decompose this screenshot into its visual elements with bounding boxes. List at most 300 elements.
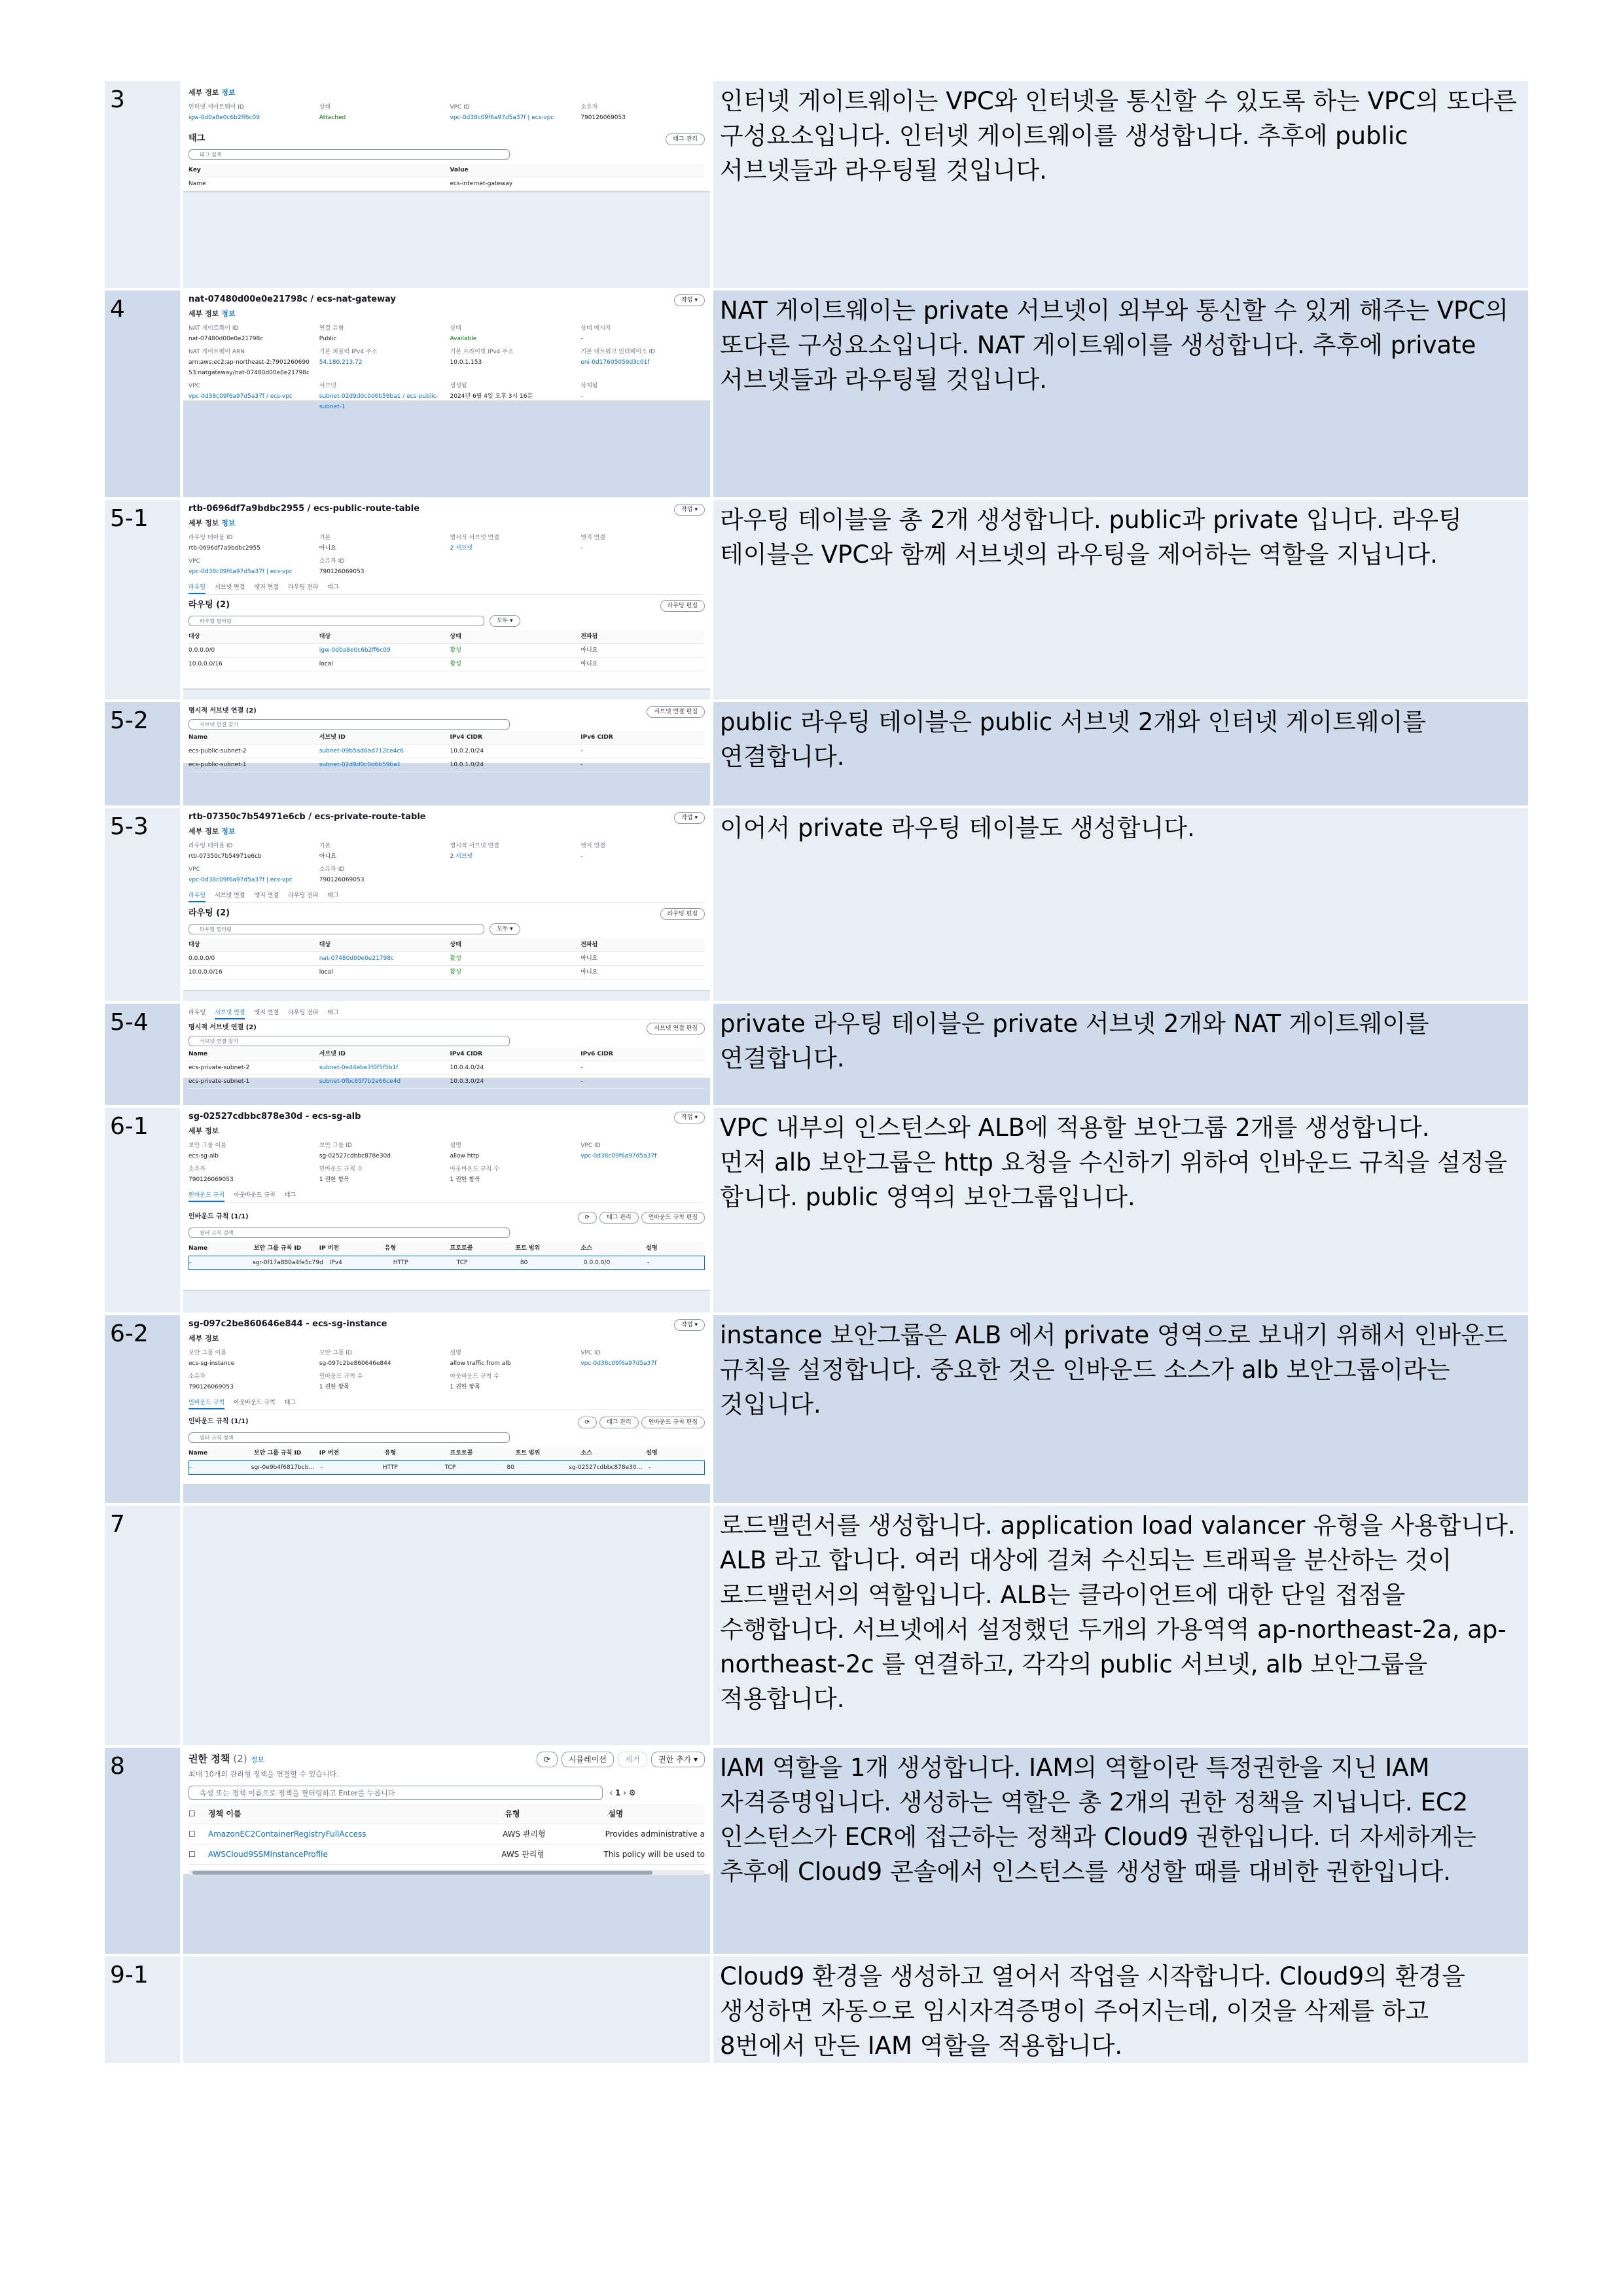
policies-subtitle: 최대 10개의 관리형 정책을 연결할 수 있습니다. bbox=[188, 1770, 339, 1778]
col-header: Name bbox=[188, 1450, 208, 1457]
sg-alb-screenshot bbox=[183, 1108, 710, 1291]
label: 소유자 bbox=[188, 1166, 206, 1173]
value: igw-0d0a8e0c6b2ff6c09 bbox=[188, 115, 260, 121]
label: 연결 유형 bbox=[319, 325, 344, 332]
tab-subnet-associations[interactable]: 서브넷 연결 bbox=[215, 584, 245, 591]
value: Public bbox=[319, 336, 337, 342]
cell: TCP bbox=[444, 1464, 456, 1471]
tab-tags[interactable]: 태그 bbox=[284, 1400, 296, 1406]
col-header: 전파됨 bbox=[580, 633, 598, 640]
tab-tags[interactable]: 태그 bbox=[327, 892, 339, 899]
cell: 10.0.4.0/24 bbox=[450, 1065, 484, 1071]
col-header: 서브넷 ID bbox=[319, 1051, 346, 1057]
refresh-button[interactable]: ⟳ bbox=[578, 1212, 597, 1224]
edit-routes-button[interactable]: 라우팅 편집 bbox=[660, 908, 705, 920]
cell: HTTP bbox=[382, 1464, 398, 1471]
actions-button[interactable]: 작업 ▾ bbox=[674, 504, 705, 516]
tab-edge-associations[interactable]: 엣지 연결 bbox=[254, 1010, 279, 1016]
label: 보안 그룹 이름 bbox=[188, 1350, 226, 1356]
cell: subnet-02d9d0c0d6b59ba1 bbox=[319, 762, 401, 768]
tab-tags[interactable]: 태그 bbox=[327, 1010, 339, 1016]
col-header: 정책 이름 bbox=[208, 1809, 241, 1818]
policy-name[interactable]: AWSCloud9SSMInstanceProfile bbox=[208, 1850, 328, 1859]
tab-route-propagation[interactable]: 라우팅 전파 bbox=[288, 1010, 319, 1016]
tab-route-propagation[interactable]: 라우팅 전파 bbox=[288, 892, 319, 899]
col-header: 유형 bbox=[384, 1450, 397, 1457]
label: 서브넷 bbox=[319, 383, 336, 389]
cell: 활성 bbox=[450, 661, 461, 667]
search-input[interactable]: 태그 검색 bbox=[188, 149, 510, 160]
col-header: 전파됨 bbox=[580, 942, 598, 948]
policies-title: 권한 정책 bbox=[188, 1753, 230, 1765]
step-description: IAM 역할을 1개 생성합니다. IAM의 역할이란 특정권한을 지닌 IAM 자격증명입니다. 생성하는 역할은 총 2개의 권한 정책을 지닙니다. EC2 인스턴스가 ECR에 접근하는 정책과 Cloud9 권한입니다. 더 자세하게는 추후에 Cloud9 콘솔에서 인스턴스를 생성할 때를 대비한 권한입니다. bbox=[713, 1748, 1528, 1954]
cell: - bbox=[647, 1260, 650, 1266]
sc-title: 세부 정보 bbox=[188, 88, 219, 97]
value: 790126069053 bbox=[188, 1176, 234, 1183]
cell: 활성 bbox=[450, 647, 461, 654]
screenshot-cell bbox=[183, 1315, 710, 1503]
cell: 활성 bbox=[450, 955, 461, 962]
table-row bbox=[105, 1004, 1528, 1105]
label: 상태 bbox=[319, 104, 331, 111]
value: ecs-sg-instance bbox=[188, 1360, 235, 1367]
col-header: 대상 bbox=[319, 942, 331, 948]
value: 790126069053 bbox=[319, 569, 365, 575]
value: 54.180.213.72 bbox=[319, 359, 363, 366]
col-header: 유형 bbox=[505, 1809, 520, 1818]
horizontal-scrollbar[interactable] bbox=[188, 1870, 705, 1875]
label: 설명 bbox=[450, 1142, 461, 1149]
table-row bbox=[105, 1748, 1528, 1954]
filter-select[interactable]: 모두 ▾ bbox=[490, 615, 520, 627]
cell: ecs-internet-gateway bbox=[450, 181, 513, 187]
cell: AWS 관리형 bbox=[502, 1829, 546, 1839]
sc-title: 세부 정보 bbox=[188, 827, 219, 836]
cell: local bbox=[319, 661, 333, 667]
cell: 아니요 bbox=[580, 955, 598, 962]
value: ecs-sg-alb bbox=[188, 1153, 219, 1159]
value: 1 권한 항목 bbox=[319, 1384, 349, 1390]
col-header: 프로토콜 bbox=[450, 1450, 473, 1457]
label: 생성됨 bbox=[450, 383, 467, 389]
tab-inbound-rules[interactable]: 인바운드 규칙 bbox=[188, 1190, 224, 1202]
sc-title: 세부 정보 bbox=[188, 1334, 219, 1343]
value: eni-0d17605059d3c01f bbox=[580, 359, 650, 366]
cell: AWS 관리형 bbox=[501, 1850, 544, 1859]
manage-tags-button[interactable]: 태그 관리 bbox=[599, 1417, 639, 1428]
col-header: 대상 bbox=[319, 633, 331, 640]
step-number: 9-1 bbox=[105, 1956, 180, 2063]
info-link[interactable]: 정보 bbox=[221, 88, 236, 97]
status-value: Available bbox=[450, 336, 477, 342]
value: 790126069053 bbox=[188, 1384, 234, 1390]
cell: - bbox=[580, 1078, 583, 1085]
table-row bbox=[105, 1315, 1528, 1503]
sc-title: 세부 정보 bbox=[188, 519, 219, 527]
filter-select[interactable]: 모두 ▾ bbox=[490, 923, 520, 935]
label: 보안 그룹 ID bbox=[319, 1142, 352, 1149]
col-header: 대상 bbox=[188, 633, 200, 640]
value: allow http bbox=[450, 1153, 480, 1159]
actions-button[interactable]: 작업 ▾ bbox=[674, 1112, 705, 1123]
col-header: 보안 그룹 규칙 ID bbox=[253, 1450, 302, 1457]
cell: 10.0.1.0/24 bbox=[450, 762, 484, 768]
tab-edge-associations[interactable]: 엣지 연결 bbox=[254, 584, 279, 591]
step-description: 인터넷 게이트웨이는 VPC와 인터넷을 통신할 수 있도록 하는 VPC의 또다른 구성요소입니다. 인터넷 게이트웨이를 생성합니다. 추후에 public 서브넷들과 라우팅될 것입니다. bbox=[713, 81, 1528, 288]
col-header: 유형 bbox=[384, 1245, 397, 1252]
col-header: 소스 bbox=[580, 1450, 592, 1457]
value: 1 권한 항목 bbox=[450, 1384, 480, 1390]
col-header: 포트 범위 bbox=[515, 1450, 541, 1457]
row-checkbox[interactable]: ☐ bbox=[188, 1829, 196, 1839]
cell: TCP bbox=[456, 1260, 468, 1266]
resource-heading: nat-07480d00e0e21798c / ecs-nat-gateway bbox=[188, 294, 396, 304]
cell: - bbox=[580, 1065, 583, 1071]
cell: subnet-0e44ebe7f0f5f5b1f bbox=[319, 1065, 399, 1071]
tab-subnet-associations[interactable]: 서브넷 연결 bbox=[215, 892, 245, 899]
label: 명시적 서브넷 연결 bbox=[450, 843, 499, 849]
screenshot-cell-empty bbox=[183, 1956, 710, 2063]
step-number: 8 bbox=[105, 1748, 180, 1954]
tab-tags[interactable]: 태그 bbox=[284, 1192, 296, 1199]
step-description: 라우팅 테이블을 총 2개 생성합니다. public과 private 입니다. 라우팅 테이블은 VPC와 함께 서브넷의 라우팅을 제어하는 역할을 지닙니다. bbox=[713, 500, 1528, 699]
cell: ecs-public-subnet-2 bbox=[188, 748, 247, 754]
tab-tags[interactable]: 태그 bbox=[327, 584, 339, 591]
value: vpc-0d38c09f6a97d5a37f | ecs-vpc bbox=[188, 569, 293, 575]
label: 상태 bbox=[450, 325, 461, 332]
value: - bbox=[580, 393, 583, 400]
value: vpc-0d38c09f6a97d5a37f | ecs-vpc bbox=[188, 877, 293, 883]
cell: - bbox=[580, 748, 583, 754]
sc-title: 세부 정보 bbox=[188, 1127, 219, 1135]
col-header: IPv6 CIDR bbox=[580, 734, 613, 741]
search-input[interactable]: 필터 규칙 검색 bbox=[188, 1227, 510, 1238]
value: 아니요 bbox=[319, 853, 336, 860]
select-all-checkbox[interactable]: ☐ bbox=[188, 1809, 196, 1818]
cell: 10.0.3.0/24 bbox=[450, 1078, 484, 1085]
value: 10.0.1.153 bbox=[450, 359, 482, 366]
screenshot-cell bbox=[183, 1108, 710, 1313]
search-input[interactable]: 서브넷 연결 찾기 bbox=[188, 719, 510, 730]
col-header: Key bbox=[188, 167, 201, 173]
col-header: 설명 bbox=[646, 1245, 658, 1252]
table-row bbox=[105, 1108, 1528, 1313]
col-header: 보안 그룹 규칙 ID bbox=[253, 1245, 302, 1252]
label: 기본 퍼블릭 IPv4 주소 bbox=[319, 349, 378, 355]
step-number: 7 bbox=[105, 1506, 180, 1745]
label: 인바운드 규칙 수 bbox=[319, 1373, 363, 1380]
cell: igw-0d0a8e0c6b2ff6c09 bbox=[319, 647, 391, 654]
tab-routes[interactable]: 라우팅 bbox=[188, 891, 205, 902]
col-header: 프로토콜 bbox=[450, 1245, 473, 1252]
label: VPC bbox=[188, 866, 200, 873]
cell: - bbox=[189, 1464, 192, 1471]
routes-title: 라우팅 (2) bbox=[188, 908, 230, 918]
cell: HTTP bbox=[393, 1260, 408, 1266]
cell: 아니요 bbox=[580, 969, 598, 976]
label: 소유자 ID bbox=[319, 558, 345, 565]
document-table bbox=[101, 79, 1531, 2066]
refresh-button[interactable]: ⟳ bbox=[578, 1417, 597, 1428]
step-description: public 라우팅 테이블은 public 서브넷 2개와 인터넷 게이트웨이를 연결합니다. bbox=[713, 702, 1528, 805]
add-permissions-button[interactable]: 권한 추가 ▾ bbox=[651, 1752, 705, 1767]
tab-subnet-associations[interactable]: 서브넷 연결 bbox=[215, 1008, 245, 1019]
value: nat-07480d00e0e21798c bbox=[188, 336, 264, 342]
tags-title: 태그 bbox=[188, 133, 205, 143]
step-description: private 라우팅 테이블은 private 서브넷 2개와 NAT 게이트웨이를 연결합니다. bbox=[713, 1004, 1528, 1105]
label: 기본 bbox=[319, 535, 331, 541]
label: 아웃바운드 규칙 수 bbox=[450, 1166, 499, 1173]
screenshot-cell bbox=[183, 500, 710, 699]
label: VPC ID bbox=[580, 1142, 601, 1149]
col-header: 상태 bbox=[450, 942, 461, 948]
screenshot-cell bbox=[183, 1004, 710, 1105]
edit-inbound-button[interactable]: 인바운드 규칙 편집 bbox=[641, 1212, 705, 1224]
col-header: 대상 bbox=[188, 942, 200, 948]
cell: 아니요 bbox=[580, 647, 598, 654]
label: VPC bbox=[188, 558, 200, 565]
value: 2 서브넷 bbox=[450, 853, 473, 860]
col-header: IPv6 CIDR bbox=[580, 1051, 613, 1057]
step-description: NAT 게이트웨이는 private 서브넷이 외부와 통신할 수 있게 해주는 VPC의 또다른 구성요소입니다. NAT 게이트웨이를 생성합니다. 추후에 private 서브넷들과 라우팅될 것입니다. bbox=[713, 291, 1528, 497]
pagination[interactable]: ‹ 1 › ⚙ bbox=[609, 1788, 636, 1797]
step-number: 3 bbox=[105, 81, 180, 288]
cell: - bbox=[189, 1260, 192, 1266]
cell: 10.0.0.0/16 bbox=[188, 969, 223, 976]
label: 보안 그룹 이름 bbox=[188, 1142, 226, 1149]
cell: IPv4 bbox=[329, 1260, 342, 1266]
step-number: 5-4 bbox=[105, 1004, 180, 1105]
cell: - bbox=[321, 1464, 323, 1471]
route-table-public-screenshot bbox=[183, 500, 710, 690]
label: 기본 프라이빗 IPv4 주소 bbox=[450, 349, 514, 355]
cell: 0.0.0.0/0 bbox=[188, 647, 215, 654]
manage-tags-button[interactable]: 태그 관리 bbox=[666, 133, 705, 145]
label: NAT 게이트웨이 ID bbox=[188, 325, 239, 332]
col-header: 포트 범위 bbox=[515, 1245, 541, 1252]
label: NAT 게이트웨이 ARN bbox=[188, 349, 245, 355]
label: VPC ID bbox=[580, 1350, 601, 1356]
value: 1 권한 항목 bbox=[450, 1176, 480, 1183]
assoc-title: 명시적 서브넷 연결 (2) bbox=[188, 707, 257, 715]
resource-heading: rtb-07350c7b54971e6cb / ecs-private-route-table bbox=[188, 812, 426, 822]
step-number: 5-3 bbox=[105, 808, 180, 1001]
value: 2024년 6월 4일 오후 3시 16분 bbox=[450, 393, 533, 400]
col-header: Name bbox=[188, 734, 208, 741]
sg-instance-screenshot bbox=[183, 1315, 710, 1485]
actions-button[interactable]: 작업 ▾ bbox=[674, 294, 705, 306]
cell: nat-07480d00e0e21798c bbox=[319, 955, 394, 962]
info-link[interactable]: 정보 bbox=[221, 519, 236, 527]
step-number: 6-2 bbox=[105, 1315, 180, 1503]
search-input[interactable]: 라우팅 필터링 bbox=[188, 924, 484, 934]
col-header: IP 버전 bbox=[319, 1450, 340, 1457]
value: subnet-02d9d0c0d6b59ba1 / ecs-public-subnet-1 bbox=[319, 393, 438, 410]
page-number: 1 bbox=[615, 1788, 621, 1797]
label: 명시적 서브넷 연결 bbox=[450, 535, 499, 541]
screenshot-cell-empty bbox=[183, 1506, 710, 1745]
screenshot-cell bbox=[183, 808, 710, 1001]
cell: 아니요 bbox=[580, 661, 598, 667]
col-header: IPv4 CIDR bbox=[450, 734, 483, 741]
refresh-button[interactable]: ⟳ bbox=[537, 1752, 558, 1767]
screenshot-cell bbox=[183, 1748, 710, 1954]
value: arn:aws:ec2:ap-northeast-2:790126069053:natgateway/nat-07480d00e0e21798c bbox=[188, 359, 310, 376]
search-input[interactable]: 라우팅 필터링 bbox=[188, 616, 484, 626]
search-input[interactable]: 속성 또는 정책 이름으로 정책을 필터링하고 Enter를 누릅니다 bbox=[188, 1786, 603, 1800]
screenshot-cell bbox=[183, 81, 710, 288]
value: vpc-0d38c09f6a97d5a37f bbox=[580, 1360, 657, 1367]
value: sg-097c2be860646e844 bbox=[319, 1360, 391, 1367]
rules-title: 인바운드 규칙 (1/1) bbox=[188, 1418, 249, 1425]
tab-route-propagation[interactable]: 라우팅 전파 bbox=[288, 584, 319, 591]
cell: sgr-0f17a880a4fe5c79d bbox=[253, 1260, 323, 1266]
resource-heading: sg-02527cdbbc878e30d - ecs-sg-alb bbox=[188, 1112, 361, 1122]
step-description: 이어서 private 라우팅 테이블도 생성합니다. bbox=[713, 808, 1528, 1001]
resource-heading: rtb-0696df7a9bdbc2955 / ecs-public-route-table bbox=[188, 504, 420, 514]
label: 소유자 bbox=[188, 1373, 206, 1380]
col-header: 설명 bbox=[608, 1809, 624, 1818]
label: 인터넷 게이트웨이 ID bbox=[188, 104, 244, 111]
edit-routes-button[interactable]: 라우팅 편집 bbox=[660, 600, 705, 612]
resource-heading: sg-097c2be860646e844 - ecs-sg-instance bbox=[188, 1319, 387, 1329]
cell: - bbox=[649, 1464, 651, 1471]
tab-outbound-rules[interactable]: 아웃바운드 규칙 bbox=[234, 1192, 276, 1199]
cell: ecs-private-subnet-1 bbox=[188, 1078, 250, 1085]
value: vpc-0d38c09f6a97d5a37f / ecs-vpc bbox=[188, 393, 293, 400]
value: 790126069053 bbox=[580, 115, 626, 121]
cell: sg-02527cdbbc878e30... bbox=[569, 1464, 643, 1471]
cell: Provides administrative a bbox=[605, 1829, 705, 1839]
nat-screenshot bbox=[183, 291, 710, 410]
cell: 80 bbox=[520, 1260, 528, 1266]
tab-routes[interactable]: 라우팅 bbox=[188, 582, 205, 594]
col-header: 설명 bbox=[646, 1450, 658, 1457]
step-description: VPC 내부의 인스턴스와 ALB에 적용할 보안그룹 2개를 생성합니다. 먼저 alb 보안그룹은 http 요청을 수신하기 위하여 인바운드 규칙을 설정을 합니다. public 영역의 보안그룹입니다. bbox=[713, 1108, 1528, 1313]
label: 보안 그룹 ID bbox=[319, 1350, 352, 1356]
cell: subnet-0fbc65f7b2e66ce4d bbox=[319, 1078, 401, 1085]
cell: - bbox=[580, 762, 583, 768]
label: 라우팅 테이블 ID bbox=[188, 535, 233, 541]
value: - bbox=[580, 853, 583, 860]
col-header: 소스 bbox=[580, 1245, 592, 1252]
table-row bbox=[105, 500, 1528, 699]
policy-name[interactable]: AmazonEC2ContainerRegistryFullAccess bbox=[208, 1829, 366, 1839]
search-input[interactable]: 필터 규칙 검색 bbox=[188, 1432, 510, 1443]
row-checkbox[interactable]: ☐ bbox=[188, 1850, 196, 1859]
edit-subnet-assoc-button[interactable]: 서브넷 연결 편집 bbox=[647, 706, 705, 718]
edit-subnet-assoc-button[interactable]: 서브넷 연결 편집 bbox=[647, 1023, 705, 1034]
actions-button[interactable]: 작업 ▾ bbox=[674, 1319, 705, 1331]
col-header: IPv4 CIDR bbox=[450, 1051, 483, 1057]
tab-edge-associations[interactable]: 엣지 연결 bbox=[254, 892, 279, 899]
cell: 10.0.2.0/24 bbox=[450, 748, 484, 754]
table-row bbox=[105, 81, 1528, 288]
cell: local bbox=[319, 969, 333, 976]
label: 기본 bbox=[319, 843, 331, 849]
label: VPC ID bbox=[450, 104, 470, 111]
value: 2 서브넷 bbox=[450, 545, 473, 552]
step-number: 6-1 bbox=[105, 1108, 180, 1313]
label: 엣지 연결 bbox=[580, 535, 605, 541]
value: - bbox=[580, 545, 583, 552]
label: 삭제됨 bbox=[580, 383, 598, 389]
cell: ecs-private-subnet-2 bbox=[188, 1065, 250, 1071]
cell: This policy will be used to bbox=[603, 1850, 705, 1859]
label: 아웃바운드 규칙 수 bbox=[450, 1373, 499, 1380]
col-header: Name bbox=[188, 1051, 208, 1057]
search-input[interactable]: 서브넷 연결 찾기 bbox=[188, 1036, 510, 1046]
label: 기본 네트워크 인터페이스 ID bbox=[580, 349, 656, 355]
label: 설명 bbox=[450, 1350, 461, 1356]
cell: 0.0.0.0/0 bbox=[188, 955, 215, 962]
table-row bbox=[105, 1506, 1528, 1745]
step-description: 로드밸런서를 생성합니다. application load valancer 유형을 사용합니다. ALB 라고 합니다. 여러 대상에 걸쳐 수신되는 트래픽을 분산하는 것이 로드밸런서의 역할입니다. ALB는 클라이언트에 대한 단일 접점을 수행합니다. 서브넷에서 설정했던 두개의 가용역역 ap-northeast-2a, ap-northeast-2c 를 연결하고, 각각의 public 서브넷, alb 보안그룹을 적용합니다. bbox=[713, 1506, 1528, 1745]
step-description: Cloud9 환경을 생성하고 열어서 작업을 시작합니다. Cloud9의 환경을 생성하면 자동으로 임시자격증명이 주어지는데, 이것을 삭제를 하고 8번에서 만든 IAM 역할을 적용합니다. bbox=[713, 1956, 1528, 2063]
label: 소유자 bbox=[580, 104, 598, 111]
step-number: 5-2 bbox=[105, 702, 180, 805]
actions-button[interactable]: 작업 ▾ bbox=[674, 812, 705, 824]
value: - bbox=[580, 336, 583, 342]
sc-title: 세부 정보 bbox=[188, 309, 219, 318]
info-link[interactable]: 정보 bbox=[250, 1756, 265, 1764]
cell: ecs-public-subnet-1 bbox=[188, 762, 247, 768]
edit-inbound-button[interactable]: 인바운드 규칙 편집 bbox=[641, 1417, 705, 1428]
info-link[interactable]: 정보 bbox=[221, 309, 236, 318]
step-number: 4 bbox=[105, 291, 180, 497]
remove-button[interactable]: 제거 bbox=[618, 1752, 647, 1767]
cell: 0.0.0.0/0 bbox=[583, 1260, 611, 1266]
col-header: Name bbox=[188, 1245, 208, 1252]
tab-outbound-rules[interactable]: 아웃바운드 규칙 bbox=[234, 1400, 276, 1406]
col-header: 상태 bbox=[450, 633, 461, 640]
cell: Name bbox=[188, 181, 206, 187]
screenshot-cell bbox=[183, 702, 710, 805]
policies-count: (2) bbox=[233, 1753, 247, 1765]
value: vpc-0d38c09f6a97d5a37f bbox=[580, 1153, 657, 1159]
private-subnet-assoc-screenshot bbox=[183, 1004, 710, 1085]
route-table-private-screenshot bbox=[183, 808, 710, 991]
cell: 활성 bbox=[450, 969, 461, 976]
value: rtb-0696df7a9bdbc2955 bbox=[188, 545, 260, 552]
simulate-button[interactable]: 시뮬레이션 bbox=[562, 1752, 614, 1767]
tab-inbound-rules[interactable]: 인바운드 규칙 bbox=[188, 1398, 224, 1409]
iam-policies-screenshot bbox=[183, 1748, 710, 1875]
info-link[interactable]: 정보 bbox=[221, 827, 236, 836]
label: VPC bbox=[188, 383, 200, 389]
tab-routes[interactable]: 라우팅 bbox=[188, 1010, 206, 1016]
public-subnet-assoc-screenshot bbox=[183, 702, 710, 768]
value: rtb-07350c7b54971e6cb bbox=[188, 853, 262, 860]
routes-title: 라우팅 (2) bbox=[188, 600, 230, 610]
cell: 10.0.0.0/16 bbox=[188, 661, 223, 667]
step-number: 5-1 bbox=[105, 500, 180, 699]
cell: subnet-09b5ad6ad712ce4c6 bbox=[319, 748, 404, 754]
value: vpc-0d38c09f6a97d5a37f | ecs-vpc bbox=[450, 115, 554, 121]
status-value: Attached bbox=[319, 115, 346, 121]
cell: 80 bbox=[507, 1464, 514, 1471]
col-header: IP 버전 bbox=[319, 1245, 340, 1252]
screenshot-cell bbox=[183, 291, 710, 497]
value: sg-02527cdbbc878e30d bbox=[319, 1153, 391, 1159]
label: 소유자 ID bbox=[319, 866, 345, 873]
manage-tags-button[interactable]: 태그 관리 bbox=[599, 1212, 639, 1224]
cell: sgr-0e9b4f6817bcb... bbox=[251, 1464, 315, 1471]
table-row bbox=[105, 1956, 1528, 2063]
table-row bbox=[105, 291, 1528, 497]
rules-title: 인바운드 규칙 (1/1) bbox=[188, 1213, 249, 1220]
value: 1 권한 항목 bbox=[319, 1176, 349, 1183]
